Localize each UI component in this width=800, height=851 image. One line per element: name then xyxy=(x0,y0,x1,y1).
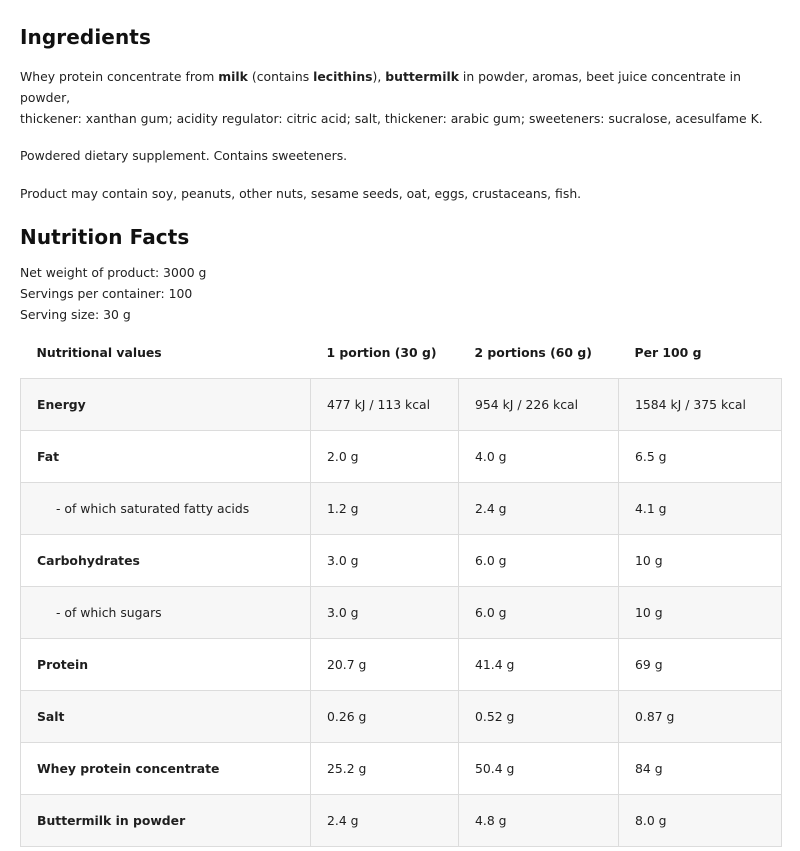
table-row xyxy=(21,742,782,794)
value-1-portion: 20.7 g xyxy=(311,638,459,690)
row-name: Carbohydrates xyxy=(21,534,311,586)
value-1-portion: 2.0 g xyxy=(311,430,459,482)
ingredients-text-part: Whey protein concentrate from xyxy=(20,69,219,84)
value-1-portion: 3.0 g xyxy=(311,586,459,638)
ingredients-heading: Ingredients xyxy=(20,25,151,49)
value-1-portion: 25.2 g xyxy=(311,742,459,794)
allergen-warning: Product may contain soy, peanuts, other nuts, sesame seeds, oat, eggs, crustaceans, fish. xyxy=(20,186,582,201)
allergen-lecithins: lecithins xyxy=(313,69,373,84)
value-2-portions: 2.4 g xyxy=(459,482,619,534)
value-2-portions: 50.4 g xyxy=(459,742,619,794)
value-2-portions: 41.4 g xyxy=(459,638,619,690)
table-row xyxy=(21,690,782,742)
value-per-100g: 1584 kJ / 375 kcal xyxy=(619,378,782,430)
row-name: - of which saturated fatty acids xyxy=(21,482,311,534)
value-2-portions: 954 kJ / 226 kcal xyxy=(459,378,619,430)
ingredients-text-part: in powder, aromas, beet juice concentrate in powder, xyxy=(20,69,741,105)
row-name: Salt xyxy=(21,690,311,742)
value-2-portions: 6.0 g xyxy=(459,534,619,586)
value-1-portion: 0.26 g xyxy=(311,690,459,742)
column-header-2-portions: 2 portions (60 g) xyxy=(474,345,592,361)
column-header-1-portion: 1 portion (30 g) xyxy=(326,345,437,361)
value-per-100g: 8.0 g xyxy=(619,794,782,846)
servings-per-container: Servings per container: 100 xyxy=(20,286,193,301)
nutrition-table xyxy=(20,336,782,847)
serving-size: Serving size: 30 g xyxy=(20,307,131,322)
value-per-100g: 69 g xyxy=(619,638,782,690)
nutrition-heading: Nutrition Facts xyxy=(20,225,190,249)
table-row xyxy=(21,482,782,534)
value-per-100g: 0.87 g xyxy=(619,690,782,742)
table-row xyxy=(21,638,782,690)
value-2-portions: 4.8 g xyxy=(459,794,619,846)
allergen-buttermilk: buttermilk xyxy=(385,69,459,84)
value-per-100g: 6.5 g xyxy=(619,430,782,482)
value-1-portion: 477 kJ / 113 kcal xyxy=(311,378,459,430)
value-1-portion: 2.4 g xyxy=(311,794,459,846)
table-row xyxy=(21,586,782,638)
ingredients-text xyxy=(20,66,782,129)
net-weight: Net weight of product: 3000 g xyxy=(20,265,207,280)
value-2-portions: 6.0 g xyxy=(459,586,619,638)
ingredients-text-line2: thickener: xanthan gum; acidity regulator: citric acid; salt, thickener: arabic gum; sweeteners: sucralose, acesulfame K. xyxy=(20,111,763,126)
table-row xyxy=(21,534,782,586)
allergen-milk: milk xyxy=(218,69,248,84)
value-per-100g: 4.1 g xyxy=(619,482,782,534)
value-2-portions: 4.0 g xyxy=(459,430,619,482)
ingredients-text-part: (contains xyxy=(247,69,314,84)
value-1-portion: 1.2 g xyxy=(311,482,459,534)
supplement-note: Powdered dietary supplement. Contains sweeteners. xyxy=(20,148,348,163)
product-info xyxy=(20,22,782,847)
value-1-portion: 3.0 g xyxy=(311,534,459,586)
row-name: Fat xyxy=(21,430,311,482)
row-name: Energy xyxy=(21,378,311,430)
column-header-nutritional-values: Nutritional values xyxy=(36,345,162,361)
row-name: Protein xyxy=(21,638,311,690)
value-per-100g: 10 g xyxy=(619,534,782,586)
table-row xyxy=(21,378,782,430)
ingredients-text-part: ), xyxy=(372,69,386,84)
row-name: Whey protein concentrate xyxy=(21,742,311,794)
table-header-row xyxy=(21,336,782,378)
value-per-100g: 84 g xyxy=(619,742,782,794)
column-header-per-100g: Per 100 g xyxy=(634,345,702,361)
nutrition-meta xyxy=(20,262,782,325)
row-name: - of which sugars xyxy=(21,586,311,638)
row-name: Buttermilk in powder xyxy=(21,794,311,846)
table-row xyxy=(21,794,782,846)
value-2-portions: 0.52 g xyxy=(459,690,619,742)
table-row xyxy=(21,430,782,482)
value-per-100g: 10 g xyxy=(619,586,782,638)
